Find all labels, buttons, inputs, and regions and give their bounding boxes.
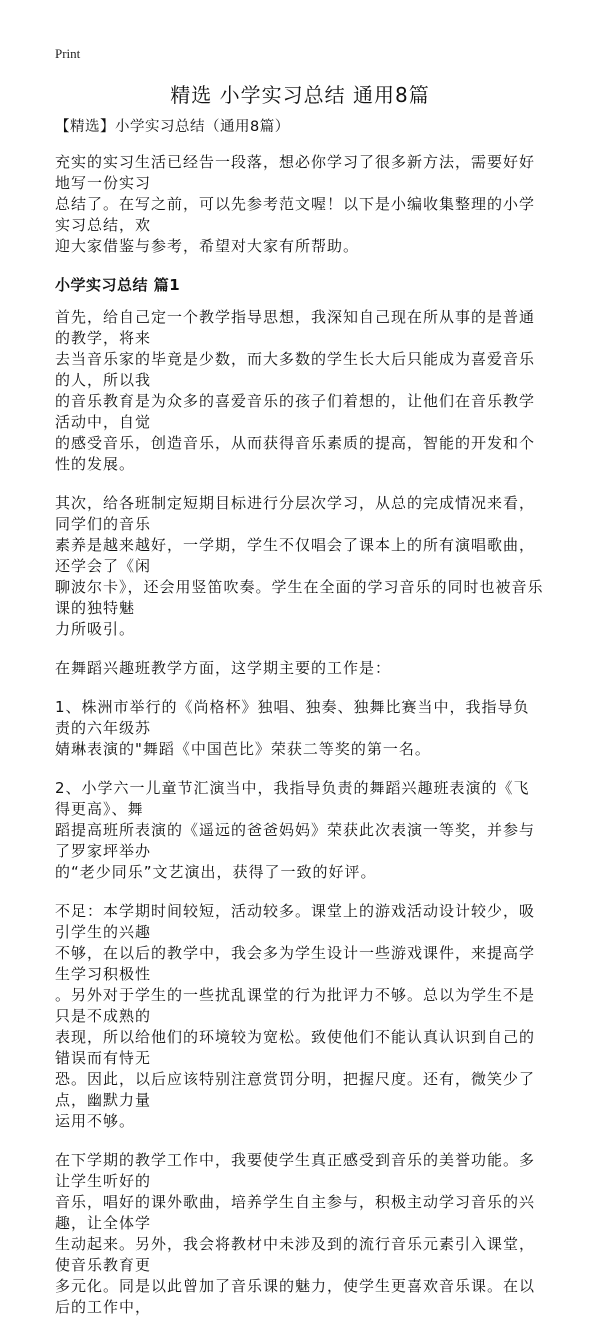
body-paragraphs: [55, 307, 545, 1318]
text-line: 不够，在以后的教学中，我会多为学生设计一些游戏课件，来提高学生学习积极性: [55, 944, 536, 983]
paragraph: [55, 1150, 545, 1318]
text-line: 充实的实习生活已经告一段落，想必你学习了很多新方法，需要好好地写一份实习: [55, 153, 536, 192]
text-line: 2、小学六一儿童节汇演当中，我指导负责的舞蹈兴趣班表演的《飞得更高》、舞: [55, 779, 530, 818]
paragraph: [55, 778, 545, 883]
text-line: 。另外对于学生的一些扰乱课堂的行为批评力不够。总以为学生不是只是不成熟的: [55, 986, 536, 1025]
text-line: 迎大家借鉴与参考，希望对大家有所帮助。: [55, 237, 360, 255]
text-line: 蹈提高班所表演的《遥远的爸爸妈妈》荣获此次表演一等奖，并参与了罗家坪举办: [55, 821, 536, 860]
intro-paragraph: [55, 152, 545, 257]
text-line: 在舞蹈兴趣班教学方面，这学期主要的工作是：: [55, 659, 392, 677]
text-line: 不足：本学期时间较短，活动较多。课堂上的游戏活动设计较少，吸引学生的兴趣: [55, 902, 536, 941]
text-line: 素养是越来越好，一学期，学生不仅唱会了课本上的所有演唱歌曲，还学会了《闲: [55, 536, 536, 575]
paragraph: [55, 901, 545, 1132]
text-line: 首先，给自己定一个教学指导思想，我深知自己现在所从事的是普通的教学，将来: [55, 308, 536, 347]
text-line: 总结了。在写之前，可以先参考范文喔！以下是小编收集整理的小学实习总结，欢: [55, 195, 536, 234]
text-line: 的音乐教育是为众多的喜爱音乐的孩子们着想的，让他们在音乐教学活动中，自觉: [55, 392, 536, 431]
paragraph: [55, 307, 545, 475]
section-heading: 小学实习总结 篇1: [55, 276, 181, 294]
text-line: 的感受音乐，创造音乐，从而获得音乐素质的提高，智能的开发和个性的发展。: [55, 434, 536, 473]
text-line: 婧琳表演的"舞蹈《中国芭比》荣获二等奖的第一名。: [55, 740, 431, 758]
print-link[interactable]: Print: [55, 46, 81, 61]
document-title: 精选 小学实习总结 通用8篇: [170, 83, 430, 107]
text-line: 多元化。同是以此曾加了音乐课的魅力，使学生更喜欢音乐课。在以后的工作中，: [55, 1277, 536, 1316]
text-line: 表现，所以给他们的环境较为宽松。致使他们不能认真认识到自己的错误而有恃无: [55, 1028, 536, 1067]
text-line: 在下学期的教学工作中，我要使学生真正感受到音乐的美誉功能。多让学生听好的: [55, 1151, 536, 1190]
paragraph: [55, 697, 545, 760]
document-subtitle: 【精选】小学实习总结（通用8篇）: [55, 119, 290, 135]
text-line: 生动起来。另外，我会将教材中未涉及到的流行音乐元素引入课堂，使音乐教育更: [55, 1235, 536, 1274]
paragraph: [55, 658, 545, 679]
text-line: 恐。因此，以后应该特别注意赏罚分明，把握尺度。还有，微笑少了点，幽默力量: [55, 1070, 536, 1109]
paragraph: [55, 493, 545, 640]
text-line: 1、株洲市举行的《尚格杯》独唱、独奏、独舞比赛当中，我指导负责的六年级苏: [55, 698, 530, 737]
text-line: 力所吸引。: [55, 620, 136, 638]
text-line: 聊波尔卡》，还会用竖笛吹奏。学生在全面的学习音乐的同时也被音乐课的独特魅: [55, 578, 544, 617]
text-line: 音乐，唱好的课外歌曲，培养学生自主参与，积极主动学习音乐的兴趣，让全体学: [55, 1193, 536, 1232]
text-line: 的“老少同乐”文艺演出，获得了一致的好评。: [55, 863, 377, 881]
text-line: 运用不够。: [55, 1112, 136, 1130]
text-line: 其次，给各班制定短期目标进行分层次学习，从总的完成情况来看，同学们的音乐: [55, 494, 536, 533]
document-body: [55, 117, 545, 1336]
text-line: 去当音乐家的毕竟是少数，而大多数的学生长大后只能成为喜爱音乐的人，所以我: [55, 350, 536, 389]
